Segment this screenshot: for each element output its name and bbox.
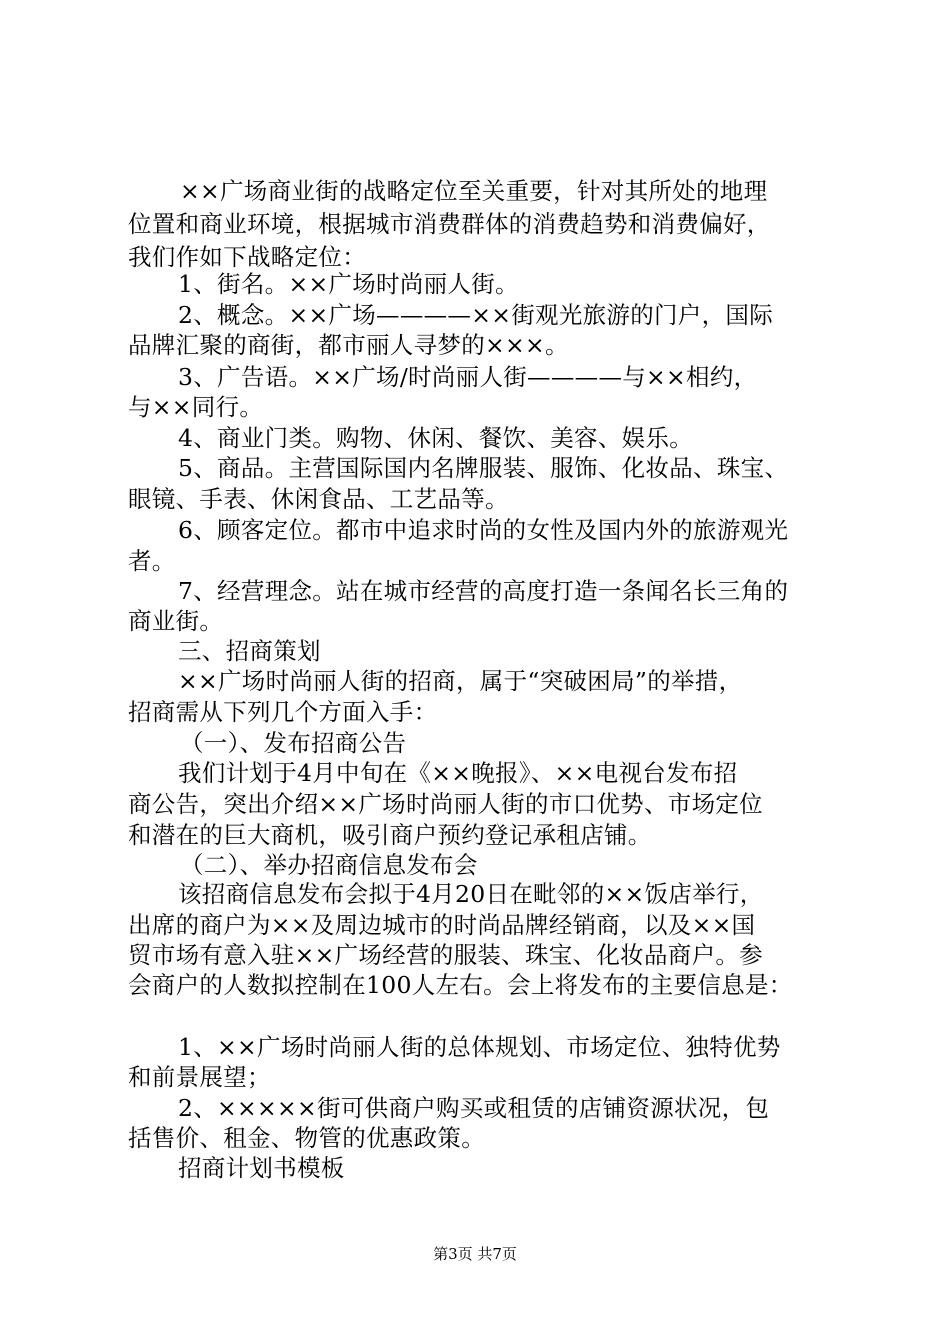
text-line: 与××同行。	[128, 393, 264, 421]
subsection-heading: （二）、举办招商信息发布会	[180, 851, 478, 879]
text-line: 和前景展望；	[128, 1063, 271, 1091]
text-line: 2、概念。××广场————××街观光旅游的门户，国际	[178, 301, 774, 329]
text-line: 3、广告语。××广场/时尚丽人街————与××相约，	[178, 363, 758, 391]
text-line: 7、经营理念。站在城市经营的高度打造一条闻名长三角的	[178, 577, 789, 605]
text-line: 品牌汇聚的商街，都市丽人寻梦的×××。	[128, 331, 569, 359]
text-line: 和潜在的巨大商机，吸引商户预约登记承租店铺。	[128, 821, 652, 849]
text-line: 出席的商户为××及周边城市的时尚品牌经销商，以及××国	[128, 911, 756, 939]
text-line: 商公告，突出介绍××广场时尚丽人街的市口优势、市场定位	[128, 790, 763, 818]
subsection-heading: （一）、发布招商公告	[180, 729, 407, 757]
text-line: 招商计划书模板	[178, 1154, 345, 1182]
text-line: 贸市场有意入驻××广场经营的服装、珠宝、化妆品商户。参	[128, 941, 763, 969]
text-line: ××广场时尚丽人街的招商，属于“突破困局”的举措，	[178, 667, 743, 695]
text-line: 括售价、租金、物管的优惠政策。	[128, 1124, 485, 1152]
text-line: 1、街名。××广场时尚丽人街。	[178, 270, 519, 298]
text-line: 者。	[128, 547, 176, 575]
page-number-footer: 第3页 共7页	[433, 1245, 517, 1263]
text-line: 会商户的人数拟控制在100人左右。会上将发布的主要信息是：	[128, 971, 793, 999]
section-heading: 三、招商策划	[178, 637, 321, 665]
text-line: 2、×××××街可供商户购买或租赁的店铺资源状况，包	[178, 1094, 770, 1122]
text-line: 招商需从下列几个方面入手：	[128, 698, 438, 726]
text-line: 5、商品。主营国际国内名牌服装、服饰、化妆品、珠宝、	[178, 454, 789, 482]
text-line: 我们作如下战略定位：	[128, 243, 366, 271]
text-line: ××广场商业街的战略定位至关重要，针对其所处的地理	[180, 177, 768, 205]
text-line: 6、顾客定位。都市中追求时尚的女性及国内外的旅游观光	[178, 516, 789, 544]
text-line: 1、××广场时尚丽人街的总体规划、市场定位、独特优势	[178, 1033, 781, 1061]
text-line: 该招商信息发布会拟于4月20日在毗邻的××饭店举行，	[178, 880, 764, 908]
text-line: 4、商业门类。购物、休闲、餐饮、美容、娱乐。	[178, 424, 694, 452]
text-line: 眼镜、手表、休闲食品、工艺品等。	[128, 485, 509, 513]
text-line: 我们计划于4月中旬在《××晚报》、××电视台发布招	[178, 759, 738, 787]
text-line: 商业街。	[128, 607, 224, 635]
text-line: 位置和商业环境，根据城市消费群体的消费趋势和消费偏好，	[128, 210, 771, 238]
